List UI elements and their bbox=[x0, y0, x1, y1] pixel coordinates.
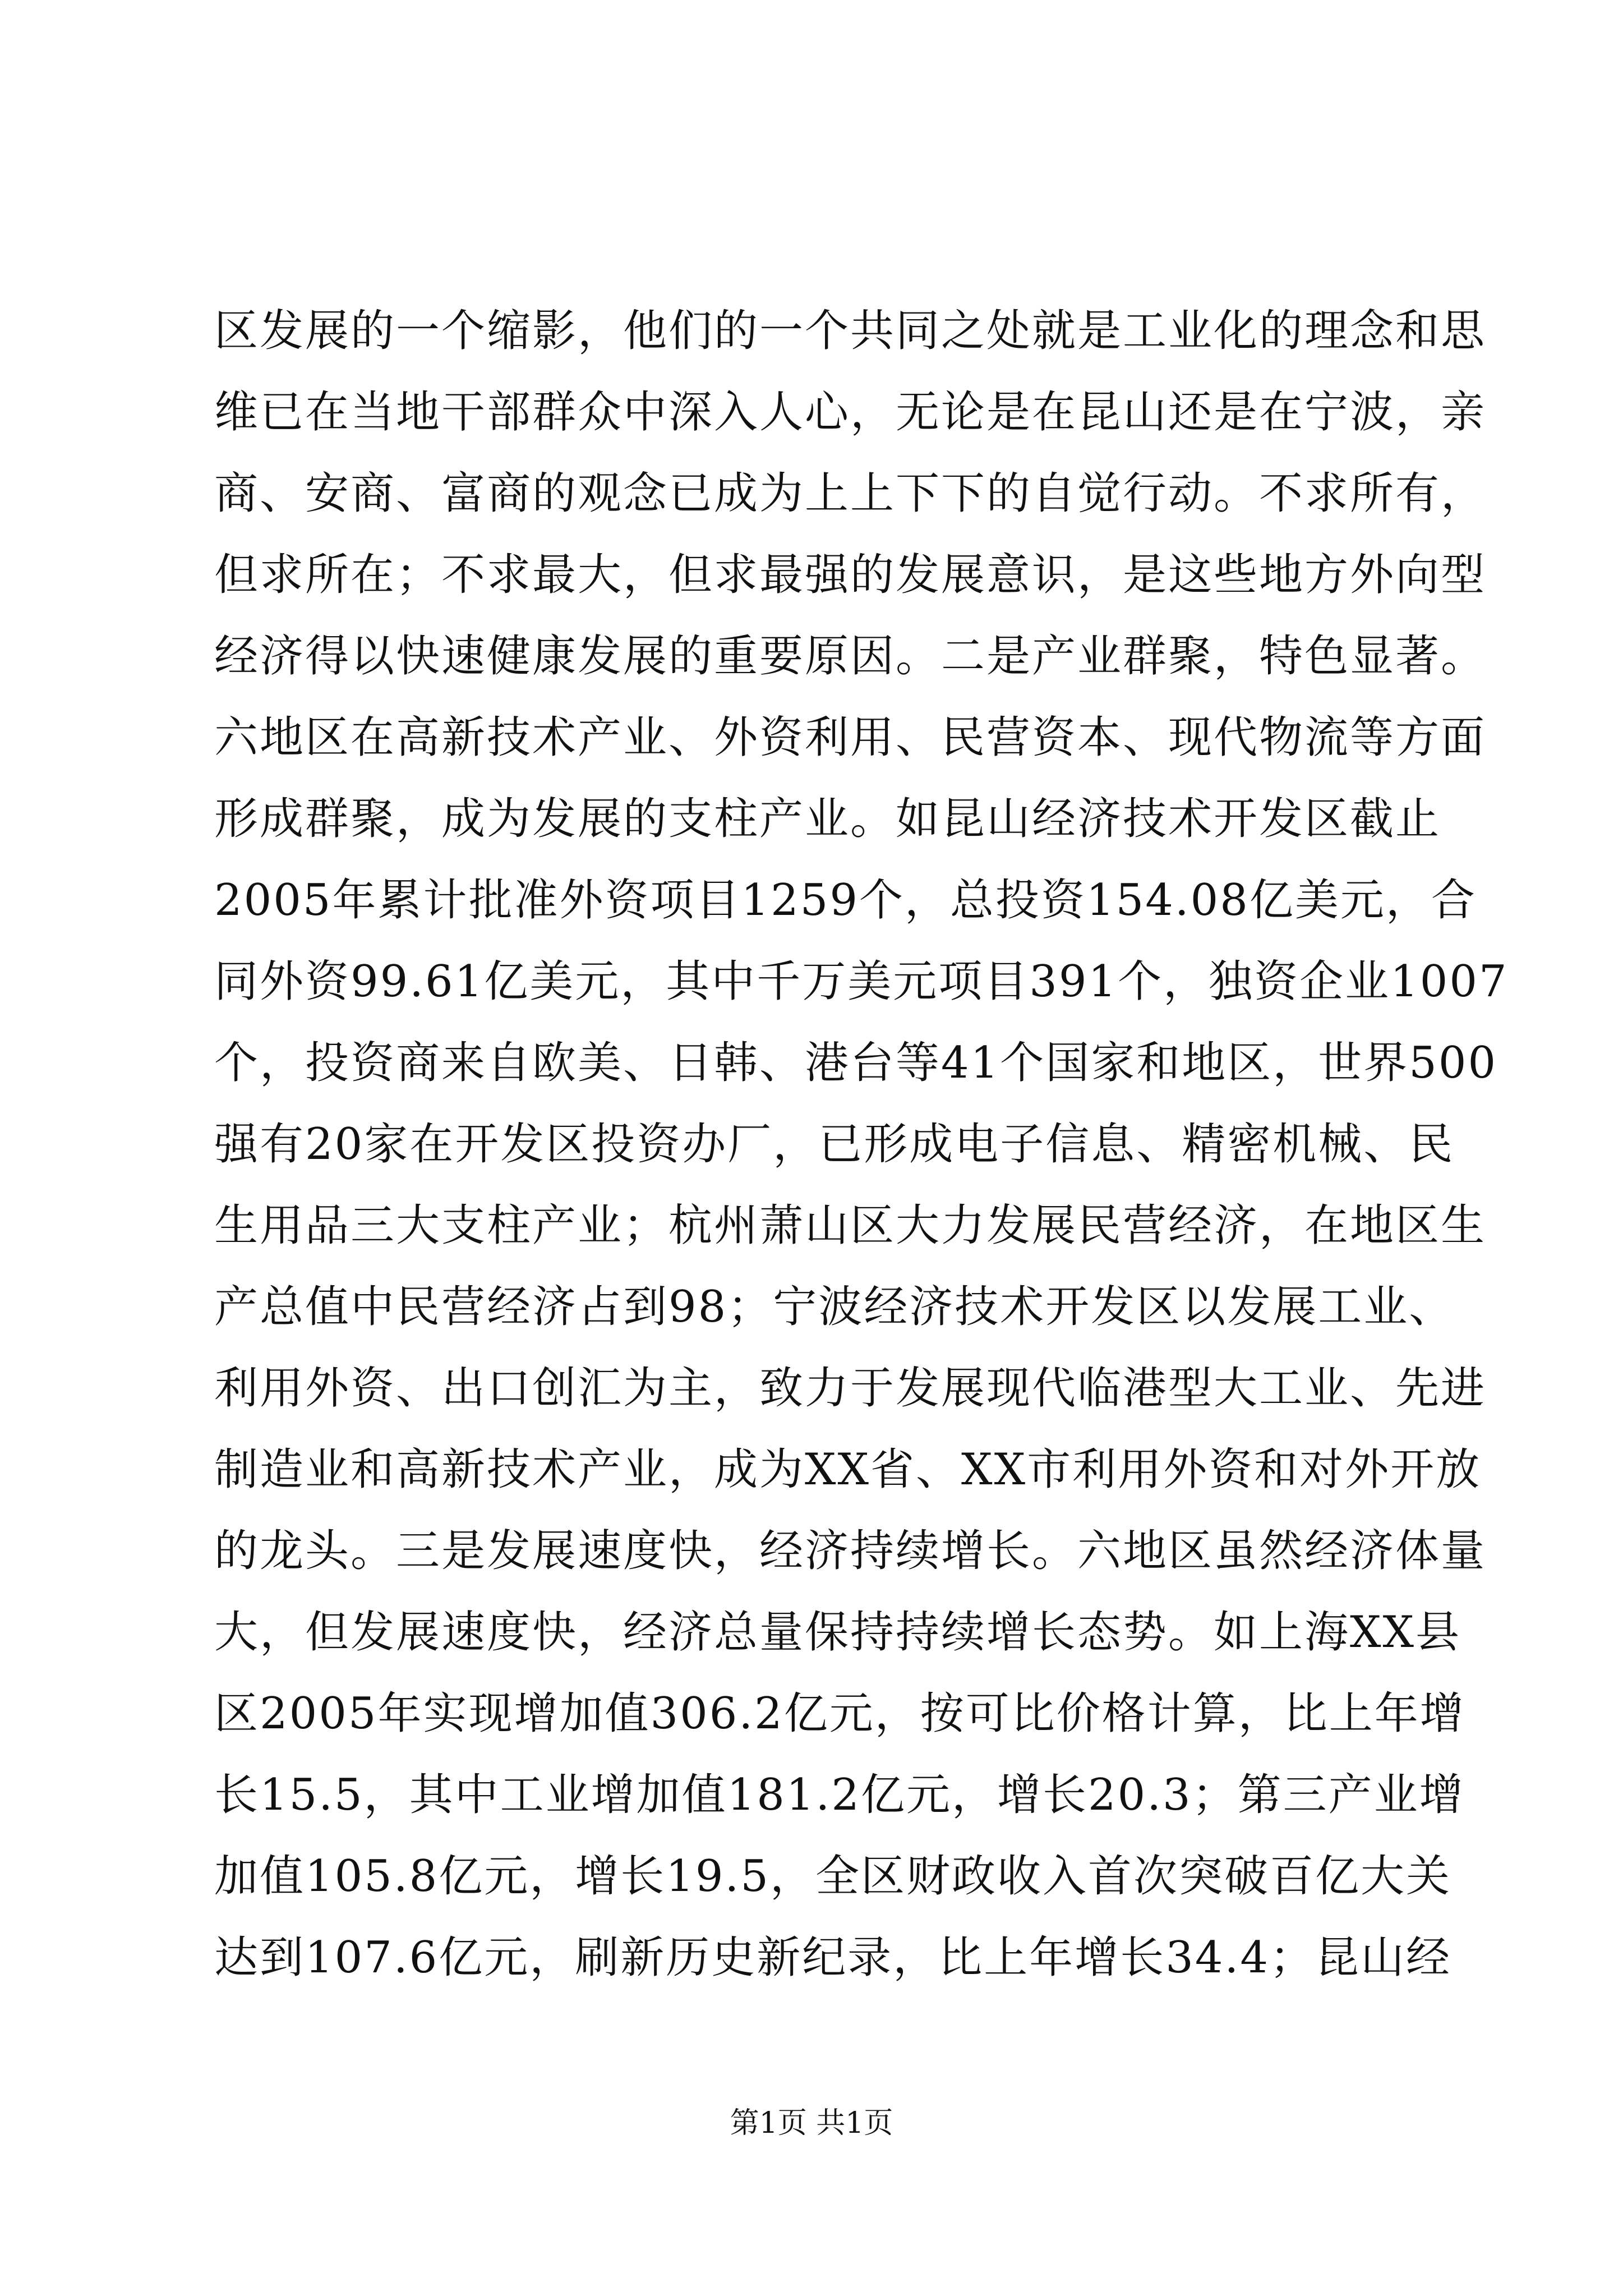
text-line: 区2005年实现增加值306.2亿元，按可比价格计算，比上年增 bbox=[214, 1688, 1465, 1739]
text-line: 同外资99.61亿美元，其中千万美元项目391个，独资企业1007 bbox=[214, 956, 1509, 1007]
text-line: 利用外资、出口创汇为主，致力于发展现代临港型大工业、先进 bbox=[214, 1363, 1487, 1414]
text-line: 个，投资商来自欧美、日韩、港台等41个国家和地区，世界500 bbox=[214, 1038, 1498, 1088]
text-line: 强有20家在开发区投资办厂，已形成电子信息、精密机械、民 bbox=[214, 1119, 1455, 1170]
text-line: 大，但发展速度快，经济总量保持持续增长态势。如上海XX县 bbox=[214, 1607, 1461, 1658]
text-line: 商、安商、富商的观念已成为上上下下的自觉行动。不求所有， bbox=[214, 468, 1487, 519]
text-line: 形成群聚，成为发展的支柱产业。如昆山经济技术开发区截止 bbox=[214, 794, 1441, 844]
text-line: 的龙头。三是发展速度快，经济持续增长。六地区虽然经济体量 bbox=[214, 1526, 1487, 1576]
text-line: 达到107.6亿元，刷新历史新纪录，比上年增长34.4；昆山经 bbox=[214, 1932, 1451, 1983]
text-line: 加值105.8亿元，增长19.5，全区财政收入首次突破百亿大关 bbox=[214, 1851, 1451, 1902]
text-line: 长15.5，其中工业增加值181.2亿元，增长20.3；第三产业增 bbox=[214, 1770, 1465, 1820]
text-line: 但求所在；不求最大，但求最强的发展意识，是这些地方外向型 bbox=[214, 550, 1487, 600]
text-line: 生用品三大支柱产业；杭州萧山区大力发展民营经济，在地区生 bbox=[214, 1200, 1487, 1251]
body-text bbox=[214, 291, 1509, 1999]
page-number-label: 第1页 共1页 bbox=[730, 2106, 893, 2140]
text-line: 六地区在高新技术产业、外资利用、民营资本、现代物流等方面 bbox=[214, 712, 1487, 763]
text-line: 区发展的一个缩影，他们的一个共同之处就是工业化的理念和思 bbox=[214, 306, 1487, 356]
text-line: 制造业和高新技术产业，成为XX省、XX市利用外资和对外开放 bbox=[214, 1444, 1482, 1495]
page-footer bbox=[0, 2101, 1623, 2146]
text-line: 产总值中民营经济占到98；宁波经济技术开发区以发展工业、 bbox=[214, 1282, 1455, 1332]
text-line: 经济得以快速健康发展的重要原因。二是产业群聚，特色显著。 bbox=[214, 631, 1487, 682]
text-line: 维已在当地干部群众中深入人心，无论是在昆山还是在宁波，亲 bbox=[214, 387, 1487, 438]
text-line: 2005年累计批准外资项目1259个，总投资154.08亿美元，合 bbox=[214, 875, 1477, 926]
